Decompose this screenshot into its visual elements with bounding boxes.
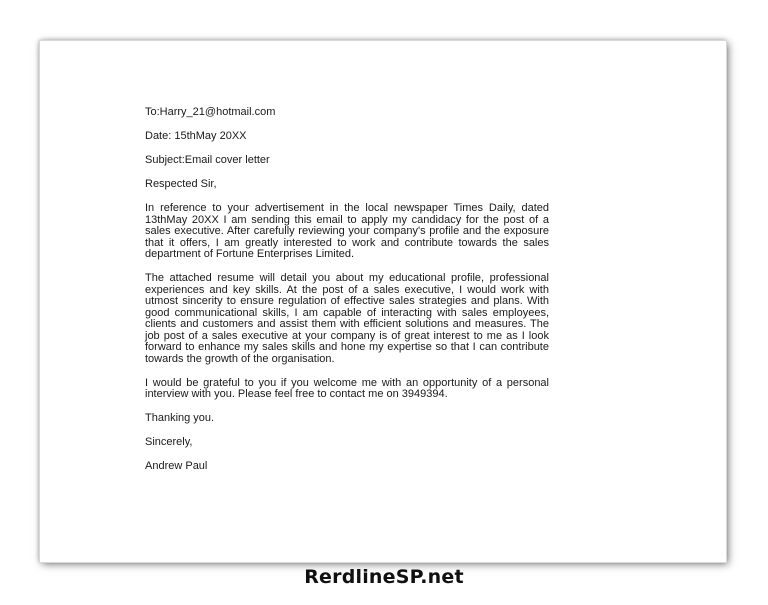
salutation: Respected Sir,: [145, 177, 217, 190]
body-paragraph: In reference to your advertisement in the local newspaper Times Daily, dated 13thMay 20XX I am sending this email to apply my candidacy for the post of a sales executive. After carefully reviewing your company's profile and the exposure that it offers, I am greatly interested to work and contribute towards the sales department of Fortune Enterprises Limited.: [145, 201, 549, 261]
site-watermark: RerdlineSP.net: [304, 566, 464, 588]
recipient-line: To:Harry_21@hotmail.com: [145, 106, 276, 118]
signature-name: Andrew Paul: [145, 460, 208, 473]
cover-letter: [145, 107, 549, 485]
date-line: Date: 15thMay 20XX: [145, 129, 247, 142]
body-paragraph: The attached resume will detail you about my educational profile, professional experiences and key skills. At the post of a sales executive, I would work with utmost sincerity to ensure regulation of effective sales strategies and plans. With good communicational skills, I am capable of interacting with sales employees, clients and customers and assist them with efficient solutions and measures. The job post of a sales executive at your company is of great interest to me as I look forward to enhance my sales skills and hone my expertise so that I can contribute towards the growth of the organisation.: [145, 271, 549, 366]
document-page: [40, 41, 726, 562]
thanks-line: Thanking you.: [145, 411, 215, 424]
body-paragraph: I would be grateful to you if you welcome me with an opportunity of a personal interview with you. Please feel free to contact me on 3949394.: [145, 376, 549, 401]
closing-line: Sincerely,: [145, 435, 193, 448]
subject-line: Subject:Email cover letter: [145, 153, 270, 166]
